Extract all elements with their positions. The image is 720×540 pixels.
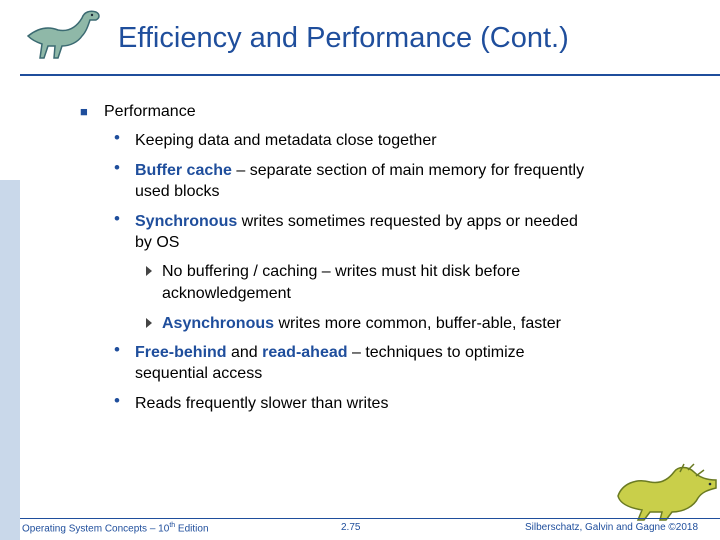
sub-bullet-2-rest: writes more common, buffer-able, faster (274, 315, 561, 332)
bullet-2-line-1 (135, 160, 584, 182)
bullet-dot-icon: • (114, 158, 120, 177)
bullet-dot-icon: • (114, 391, 120, 410)
sub-bullet-2-line (162, 313, 561, 335)
title-divider (20, 74, 720, 76)
left-bar-top-segment (0, 0, 20, 180)
left-sidebar-bar (0, 0, 20, 540)
synchronous-term: Synchronous (135, 213, 238, 230)
footer-left-prefix: Operating System Concepts – 10 (22, 523, 170, 535)
bullet-4-line-2: sequential access (135, 365, 263, 382)
bullet-3-rest: writes sometimes requested by apps or needed (237, 213, 578, 230)
bullet-3-line-1 (135, 211, 578, 233)
free-behind-term: Free-behind (135, 344, 227, 361)
bullet-4-rest: – techniques to optimize (347, 344, 525, 361)
footer-right-text: Silberschatz, Galvin and Gagne ©2018 (525, 522, 699, 533)
level1-bullet-icon: ■ (80, 104, 88, 119)
read-ahead-term: read-ahead (262, 344, 348, 361)
bullet-2-rest: – separate section of main memory for frequently (231, 162, 585, 179)
sub-bullet-1-line-2: acknowledgement (162, 285, 291, 302)
dinosaur-logo-icon (24, 6, 110, 68)
arrow-bullet-icon (146, 318, 152, 328)
buffer-cache-term: Buffer cache (135, 162, 232, 179)
footer-divider (20, 518, 720, 519)
asynchronous-term: Asynchronous (162, 315, 275, 332)
bullet-2-line-2: used blocks (135, 183, 220, 200)
bullet-4-mid: and (226, 344, 263, 361)
sub-bullet-1-line-1: No buffering / caching – writes must hit disk before (162, 263, 521, 280)
dinosaur-mascot-icon (610, 462, 720, 524)
bullet-dot-icon: • (114, 209, 120, 228)
bullet-dot-icon: • (114, 128, 120, 147)
footer-left-text (22, 522, 209, 534)
bullet-4-line-1 (135, 342, 525, 364)
level1-label: Performance (104, 103, 196, 120)
slide-title: Efficiency and Performance (Cont.) (118, 22, 569, 54)
footer-left-superscript: th (169, 522, 176, 529)
footer-left-suffix: Edition (175, 523, 209, 535)
bullet-3-line-2: by OS (135, 234, 180, 251)
arrow-bullet-icon (146, 266, 152, 276)
left-bar-bottom-segment (0, 180, 20, 540)
bullet-dot-icon: • (114, 340, 120, 359)
bullet-1-text: Keeping data and metadata close together (135, 132, 437, 149)
page-number: 2.75 (341, 522, 361, 533)
bullet-5-text: Reads frequently slower than writes (135, 395, 389, 412)
